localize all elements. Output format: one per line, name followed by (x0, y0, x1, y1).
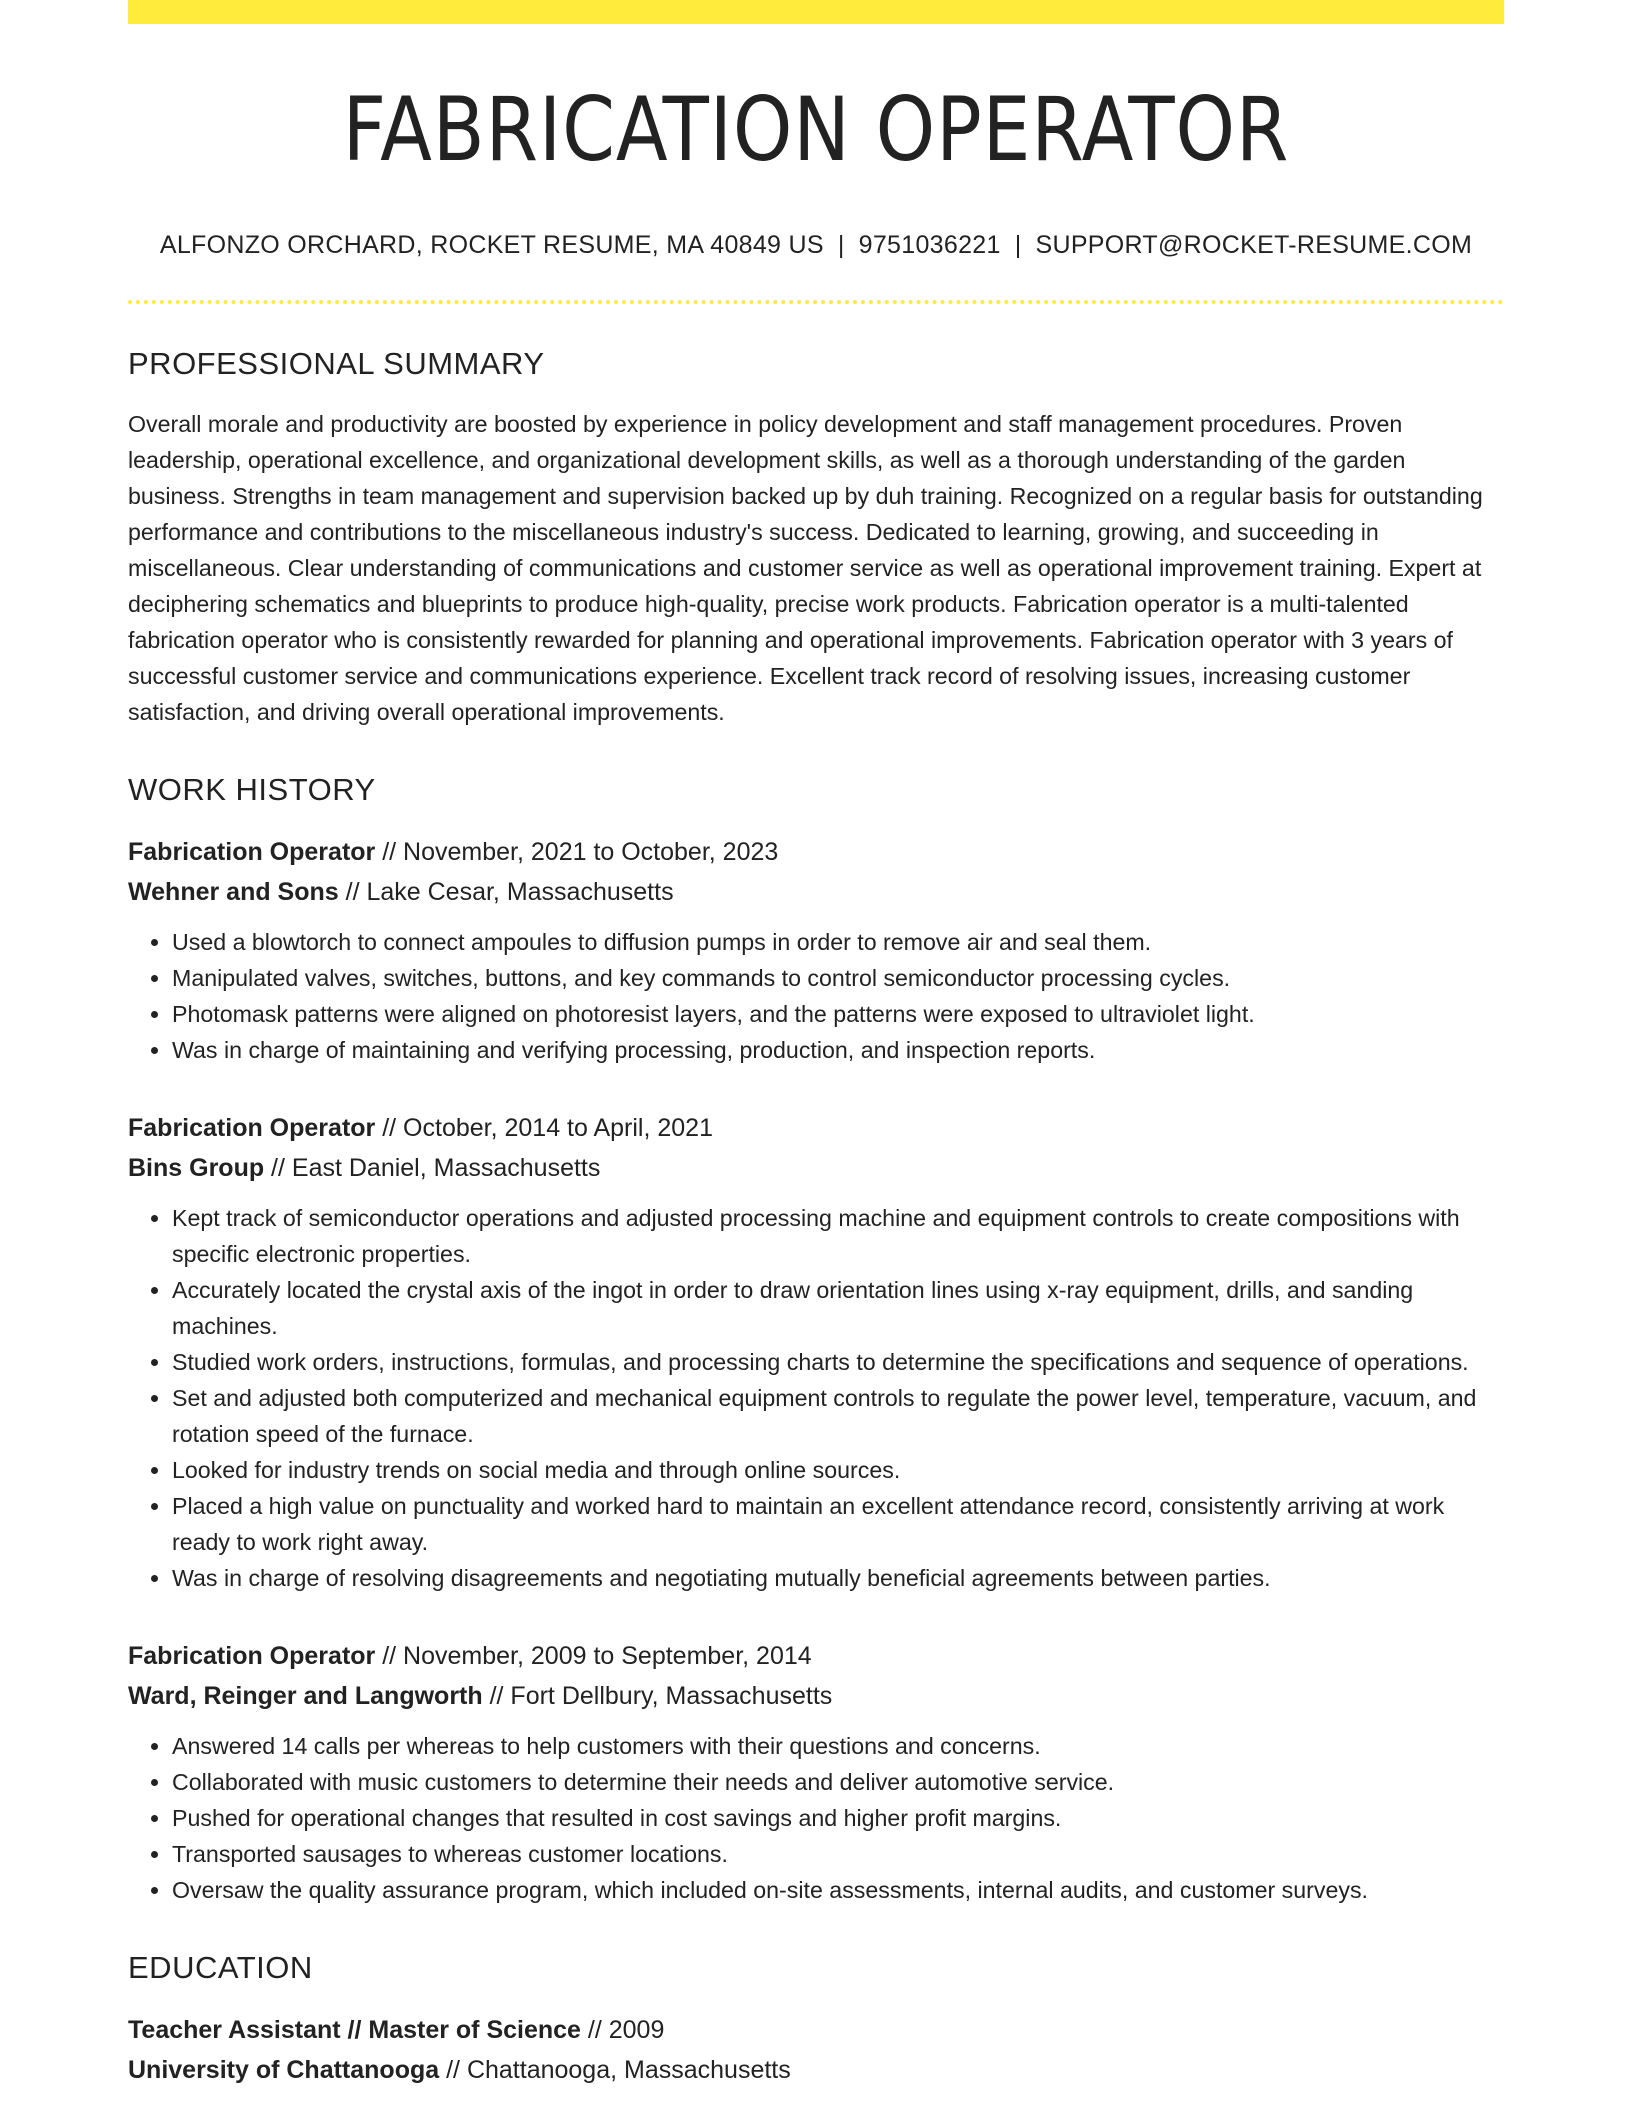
summary-heading: PROFESSIONAL SUMMARY (128, 345, 545, 381)
job-title-line (128, 1636, 1504, 1676)
job-bullets (128, 924, 1504, 1068)
contact-line (128, 231, 1504, 260)
header-divider (128, 300, 1504, 304)
job-bullet: • Studied work orders, instructions, formulas, and processing charts to determine the specifications and sequence of operations. (172, 1344, 1504, 1380)
job-title: Fabrication Operator (128, 1113, 376, 1142)
contact-address: ALFONZO ORCHARD, ROCKET RESUME, MA 40849 US (159, 230, 824, 259)
job-entry (128, 1108, 1504, 1596)
job-dates: // November, 2021 to October, 2023 (375, 837, 779, 866)
education-degree-line (128, 2010, 1504, 2050)
education-school: University of Chattanooga (128, 2055, 440, 2084)
summary-text: Overall morale and productivity are boosted by experience in policy development and staff management procedures. Proven leadership, operational excellence, and organizational development skills, as well as a thorough understanding of the garden business. Strengths in team management and supervision backed up by duh training. Recognized on a regular basis for outstanding performance and contributions to the miscellaneous industry's success. Dedicated to learning, growing, and succeeding in miscellaneous. Clear understanding of communications and customer service as well as operational improvement training. Expert at deciphering schematics and blueprints to produce high-quality, precise work products. Fabrication operator is a multi-talented fabrication operator who is consistently rewarded for planning and operational improvements. Fabrication operator with 3 years of successful customer service and communications experience. Excellent track record of resolving issues, increasing customer satisfaction, and driving overall operational improvements. (128, 410, 1483, 725)
education-entry (128, 2010, 1504, 2090)
job-bullet: • Manipulated valves, switches, buttons, and key commands to control semiconductor processing cycles. (172, 960, 1504, 996)
work-history-heading: WORK HISTORY (128, 771, 376, 807)
job-location: // East Daniel, Massachusetts (264, 1153, 601, 1182)
job-dates: // October, 2014 to April, 2021 (375, 1113, 713, 1142)
job-bullet: • Used a blowtorch to connect ampoules to diffusion pumps in order to remove air and seal them. (172, 924, 1504, 960)
job-company-line (128, 1148, 1504, 1188)
education-school-line (128, 2050, 1504, 2090)
job-bullet: • Set and adjusted both computerized and mechanical equipment controls to regulate the power level, temperature, vacuum, and rotation speed of the furnace. (172, 1380, 1504, 1452)
top-accent-bar (128, 0, 1504, 24)
education-year: // 2009 (580, 2015, 665, 2044)
job-title-line (128, 1108, 1504, 1148)
job-company-line (128, 872, 1504, 912)
job-bullet: • Pushed for operational changes that resulted in cost savings and higher profit margins. (172, 1800, 1504, 1836)
contact-email[interactable]: SUPPORT@ROCKET-RESUME.COM (1035, 230, 1473, 259)
education-degree: Teacher Assistant // Master of Science (128, 2015, 581, 2044)
job-title-line (128, 832, 1504, 872)
job-company: Wehner and Sons (128, 877, 339, 906)
resume-title: FABRICATION OPERATOR (342, 78, 1290, 181)
job-bullet: • Collaborated with music customers to determine their needs and deliver automotive service. (172, 1764, 1504, 1800)
job-location: // Fort Dellbury, Massachusetts (482, 1681, 833, 1710)
job-company-line (128, 1676, 1504, 1716)
job-bullet: • Was in charge of resolving disagreements and negotiating mutually beneficial agreements between parties. (172, 1560, 1504, 1596)
job-company: Ward, Reinger and Langworth (128, 1681, 483, 1710)
job-entry (128, 832, 1504, 1068)
job-bullets (128, 1728, 1504, 1908)
job-bullet: • Oversaw the quality assurance program, which included on-site assessments, internal audits, and customer surveys. (172, 1872, 1504, 1908)
education-location: // Chattanooga, Massachusetts (439, 2055, 791, 2084)
job-bullet: • Kept track of semiconductor operations and adjusted processing machine and equipment controls to create compositions with specific electronic properties. (172, 1200, 1504, 1272)
job-title: Fabrication Operator (128, 837, 376, 866)
job-bullet: • Placed a high value on punctuality and worked hard to maintain an excellent attendance record, consistently arriving at work ready to work right away. (172, 1488, 1504, 1560)
job-bullets (128, 1200, 1504, 1596)
job-bullet: • Answered 14 calls per whereas to help customers with their questions and concerns. (172, 1728, 1504, 1764)
job-bullet: • Looked for industry trends on social media and through online sources. (172, 1452, 1504, 1488)
job-bullet: • Accurately located the crystal axis of the ingot in order to draw orientation lines using x-ray equipment, drills, and sanding machines. (172, 1272, 1504, 1344)
job-entry (128, 1636, 1504, 1908)
job-bullet: • Photomask patterns were aligned on photoresist layers, and the patterns were exposed to ultraviolet light. (172, 996, 1504, 1032)
job-company: Bins Group (128, 1153, 265, 1182)
education-heading: EDUCATION (128, 1949, 313, 1985)
contact-separator: | (837, 230, 845, 259)
resume-page (128, 0, 1504, 2090)
job-bullet: • Transported sausages to whereas customer locations. (172, 1836, 1504, 1872)
job-dates: // November, 2009 to September, 2014 (375, 1641, 812, 1670)
job-location: // Lake Cesar, Massachusetts (338, 877, 674, 906)
job-title: Fabrication Operator (128, 1641, 376, 1670)
contact-phone[interactable]: 9751036221 (858, 230, 1001, 259)
job-bullet: • Was in charge of maintaining and verifying processing, production, and inspection reports. (172, 1032, 1504, 1068)
contact-separator: | (1014, 230, 1022, 259)
